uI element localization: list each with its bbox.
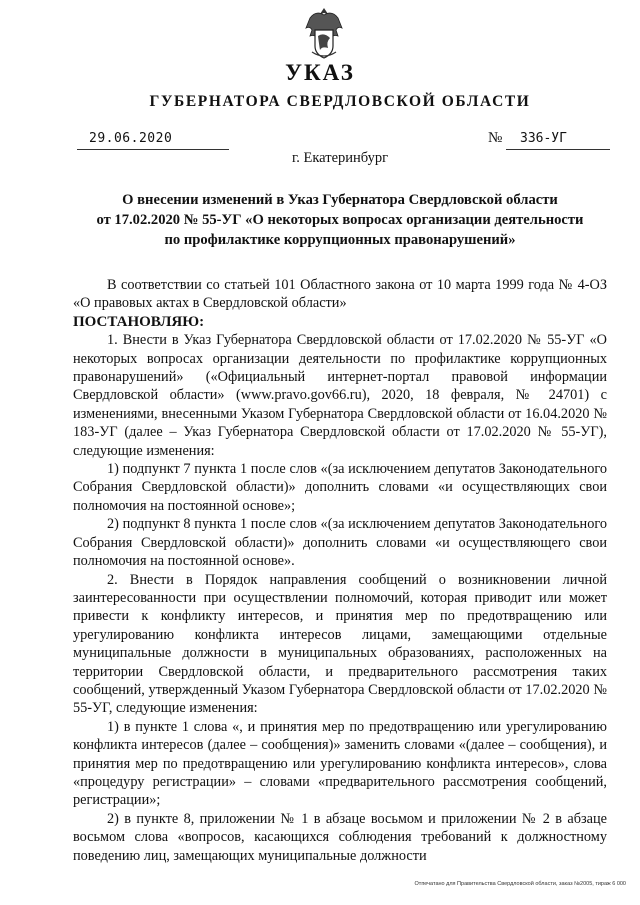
issuer-heading: ГУБЕРНАТОРА СВЕРДЛОВСКОЙ ОБЛАСТИ [149, 93, 531, 110]
body-paragraph: 1) подпункт 7 пункта 1 после слов «(за исключением депутатов Законодательного Собрания Свердловской области)» дополнить словами «и осуществляющих свои полномочия на постоянной основе»; [73, 461, 607, 514]
body-paragraph: 1. Внести в Указ Губернатора Свердловской области от 17.02.2020 № 55-УГ «О некоторых вопросах организации деятельности по профилактике коррупционных правонарушений» («Официальный интернет-портал правовой информации Свердловской области» (www.pravo.gov66.ru), 2020, 18 февраля, № 24701) с изменениями, внесенными Указом Губернатора Свердловской области от 16.04.2020 № 183-УГ (далее – Указ Губернатора Свердловской области от 17.02.2020 № 55-УГ), следующие изменения: [73, 332, 607, 459]
title-line: по профилактике коррупционных правонарушений» [164, 232, 516, 248]
title-line: О внесении изменений в Указ Губернатора Свердловской области [122, 192, 558, 208]
body-paragraph: 1) в пункте 1 слова «, и принятия мер по предотвращению или урегулированию конфликта интересов (далее – сообщения)» заменить словами «(далее – сообщения), и принятия мер по предотвращению или урегулированию конфликта интересов», слова «процедуру регистрации» – словами «предварительного рассмотрения сообщений, регистрации»; [73, 718, 607, 809]
document-type-heading: УКАЗ [285, 60, 355, 85]
city-label: г. Екатеринбург [291, 150, 389, 166]
body-paragraph: 2) подпункт 8 пункта 1 после слов «(за исключением депутатов Законодательного Собрания Свердловской области)» дополнить словами «и осуществляющего свои полномочия на постоянной основе». [73, 516, 607, 570]
print-footer: Отпечатано для Правительства Свердловской области, заказ №2005, тираж 6 000 [414, 881, 626, 887]
body-paragraph: 2. Внести в Порядок направления сообщений о возникновении личной заинтересованности при осуществлении полномочий, которая приводит или может привести к конфликту интересов, и принятия мер по предотвращению или урегулированию конфликта интересов лицами, замещающими отдельные муниципальные должности в муниципальных образованиях, расположенных на территории Свердловской области, и предварительного рассмотрения таких сообщений, утвержденный Указом Губернатора Свердловской области от 17.02.2020 № 55-УГ, следующие изменения: [73, 571, 607, 717]
document-title [70, 190, 610, 250]
resolution-keyword: ПОСТАНОВЛЯЮ: [73, 313, 205, 330]
intro-paragraph: В соответствии со статьей 101 Областного закона от 10 марта 1999 года № 4-ОЗ «О правовых актах в Свердловской области» [73, 277, 607, 312]
number-sign: № [488, 130, 503, 146]
title-line: от 17.02.2020 № 55-УГ «О некоторых вопросах организации деятельности [96, 212, 584, 228]
document-body [73, 276, 607, 865]
coat-of-arms-emblem [302, 6, 346, 62]
body-paragraph: 2) в пункте 8, приложении № 1 в абзаце восьмом и приложении № 2 в абзаце восьмом слова «вопросов, касающихся соблюдения требований к должностному поведению лиц, замещающих муниципальные должности [73, 810, 607, 864]
document-date: 29.06.2020 [77, 131, 229, 150]
document-number: 336-УГ [506, 131, 610, 150]
